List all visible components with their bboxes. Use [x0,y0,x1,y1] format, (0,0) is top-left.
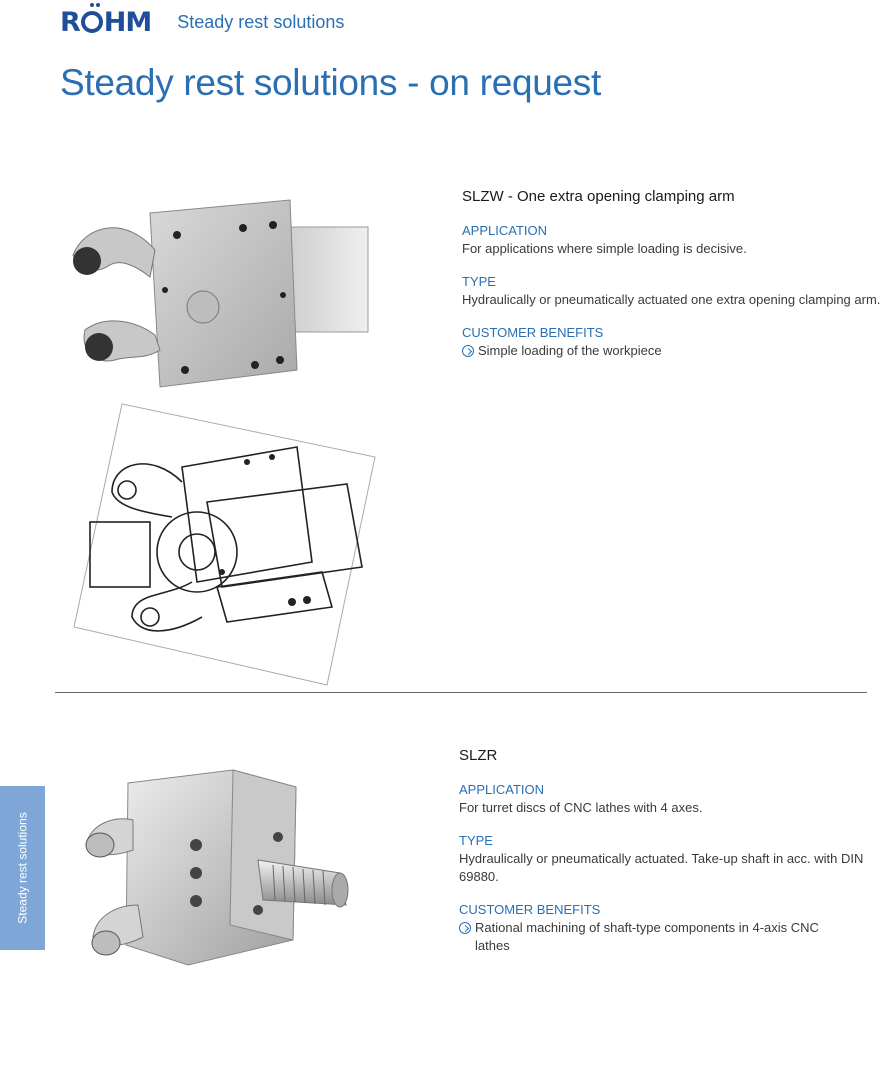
type-heading: TYPE [459,833,493,848]
application-heading: APPLICATION [459,782,545,797]
section-divider [55,692,867,693]
circle-arrow-icon [459,922,471,934]
application-text: For applications where simple loading is decisive. [462,241,747,256]
type-text: Hydraulically or pneumatically actuated. Take-up shaft in acc. with DIN 69880. [459,851,864,884]
slzr-product-photo [78,765,353,975]
product-title: SLZW - One extra opening clamping arm [462,188,735,205]
product-title: SLZR [459,747,498,764]
page-title: Steady rest solutions - on request [60,62,601,103]
product-slzr-info [459,747,879,955]
benefit-text: Rational machining of shaft-type components in 4-axis CNC lathes [475,920,819,953]
circle-arrow-icon [462,345,474,357]
benefit-item [462,342,882,360]
benefit-text: Simple loading of the workpiece [478,343,662,358]
header-subtitle: Steady rest solutions [177,11,345,32]
application-heading: APPLICATION [462,223,548,238]
side-tab-label: Steady rest solutions [15,812,30,924]
benefits-heading: CUSTOMER BENEFITS [459,902,601,917]
benefit-item [459,919,819,955]
side-tab [0,786,45,950]
type-text: Hydraulically or pneumatically actuated one extra opening clamping arm. [462,292,881,307]
type-heading: TYPE [462,274,496,289]
slzw-product-photo [65,195,375,395]
page-header [60,4,344,40]
product-slzw-info [462,188,882,360]
slzw-technical-drawing [72,402,377,687]
rohm-logo: R HM [60,6,152,38]
application-text: For turret discs of CNC lathes with 4 axes. [459,800,703,815]
benefits-heading: CUSTOMER BENEFITS [462,325,604,340]
